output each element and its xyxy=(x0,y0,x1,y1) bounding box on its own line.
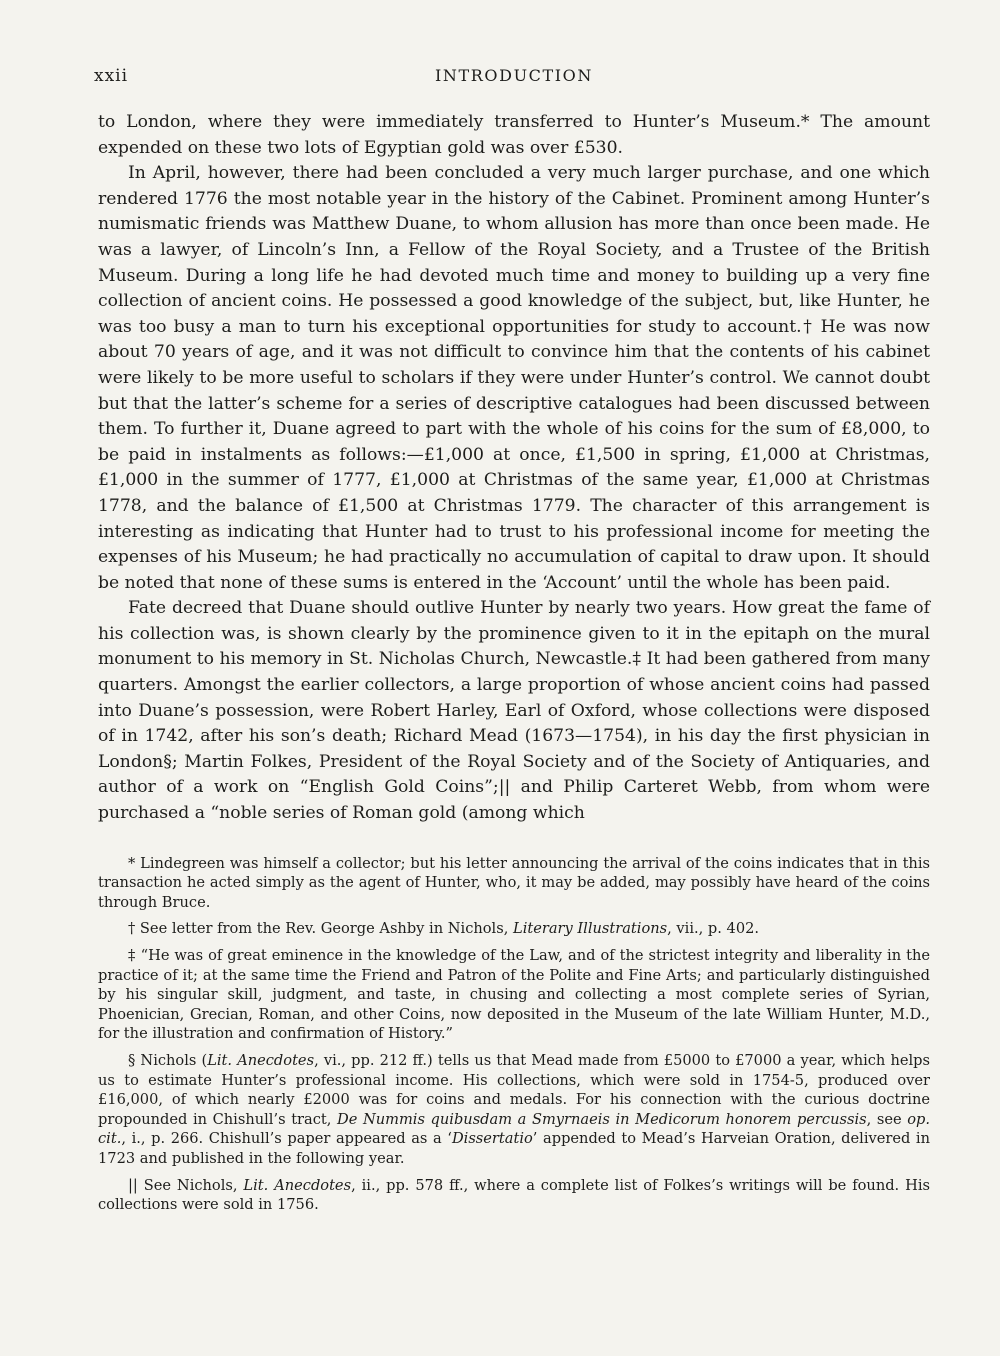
footnote-italic: De Nummis quibusdam a Smyrnaeis in Medicorum honorem percussis xyxy=(337,1110,867,1128)
page xyxy=(94,60,931,1222)
footnote-text: , ii., pp. 578 ff., where a complete list of Folkes’s writings will be found. His collections were sold in 1756. xyxy=(98,1176,930,1214)
footnote xyxy=(98,946,930,1044)
footnotes xyxy=(98,854,930,1215)
footnote-italic: Dissertatio xyxy=(451,1130,533,1148)
footnote-text: , see xyxy=(866,1110,908,1128)
page-number: xxii xyxy=(94,66,129,86)
footnote-text: * Lindegreen was himself a collector; but his letter announcing the arrival of the coins indicates that in this transaction he acted simply as the agent of Hunter, who, it may be added, may possibly have heard of the coins through Bruce. xyxy=(98,854,930,911)
footnote-italic: Lit. Anecdotes xyxy=(243,1176,352,1194)
footnote-italic: op. cit. xyxy=(98,1110,931,1148)
footnote xyxy=(98,1051,930,1169)
footnote-text: § Nichols ( xyxy=(128,1051,208,1069)
footnote-text: ’ appended to Mead’s Harveian Oration, delivered in 1723 and published in the following year. xyxy=(98,1130,930,1167)
footnote-text: || See Nichols, xyxy=(128,1176,244,1194)
footnote-italic: Literary Illustrations xyxy=(513,920,668,938)
footnote-text: ‡ “He was of great eminence in the knowledge of the Law, and of the strictest integrity and liberality in the practice of it; at the same time the Friend and Patron of the Polite and Fine Arts; and particularly distinguished by his singular skill, judgment, and taste, in chusing and collecting a most complete series of Syrian, Phoenician, Grecian, Roman, and other Coins, now deposited in the Museum of the late William Hunter, M.D., for the illustration and confirmation of History.” xyxy=(98,947,930,1043)
footnote-text: † See letter from the Rev. George Ashby in Nichols, xyxy=(128,920,513,938)
footnote xyxy=(98,1176,930,1215)
footnote-italic: Lit. Anecdotes xyxy=(207,1051,315,1069)
body-text xyxy=(98,110,930,827)
paragraph: In April, however, there had been concluded a very much larger purchase, and one which rendered 1776 the most notable year in the history of the Cabinet. Prominent among Hunter’s numismatic friends was Matthew Duane, to whom allusion has more than once been made. He was a lawyer, of Lincoln’s Inn, a Fellow of the Royal Society, and a Trustee of the British Museum. During a long life he had devoted much time and money to building up a very fine collection of ancient coins. He possessed a good knowledge of the subject, but, like Hunter, he was too busy a man to turn his exceptional opportunities for study to account.† He was now about 70 years of age, and it was not difficult to convince him that the contents of his cabinet were likely to be more useful to scholars if they were under Hunter’s control. We cannot doubt but that the latter’s scheme for a series of descriptive catalogues had been discussed between them. To further it, Duane agreed to part with the whole of his coins for the sum of £8,000, to be paid in instalments as follows:—£1,000 at once, £1,500 in spring, £1,000 at Christmas, £1,000 in the summer of 1777, £1,000 at Christmas of the same year, £1,000 at Christmas 1778, and the balance of £1,500 at Christmas 1779. The character of this arrangement is interesting as indicating that Hunter had to trust to his professional income for meeting the expenses of his Museum; he had practically no accumulation of capital to draw upon. It should be noted that none of these sums is entered in the ‘Account’ until the whole has been paid. xyxy=(98,163,930,593)
footnote xyxy=(98,854,930,913)
running-head xyxy=(94,60,930,90)
footnote-text: , vi., pp. 212 ff.) tells us that Mead made from £5000 to £7000 a year, which helps us to estimate Hunter’s professional income. His collections, which were sold in 1754-5, produced over £16,000, of which nearly £2000 was for coins and medals. For his connection with the curious doctrine propounded in Chishull’s tract, xyxy=(98,1051,930,1128)
paragraph: Fate decreed that Duane should outlive Hunter by nearly two years. How great the fame of his collection was, is shown clearly by the prominence given to it in the epitaph on the mural monument to his memory in St. Nicholas Church, Newcastle.‡ It had been gathered from many quarters. Amongst the earlier collectors, a large proportion of whose ancient coins had passed into Duane’s possession, were Robert Harley, Earl of Oxford, whose collections were disposed of in 1742, after his son’s death; Richard Mead (1673—1754), in his day the first physician in London§; Martin Folkes, President of the Royal Society and of the Society of Antiquaries, and author of a work on “English Gold Coins”;|| and Philip Carteret Webb, from whom were purchased a “noble series of Roman gold (among which xyxy=(98,598,930,824)
footnote-text: , i., p. 266. Chishull’s paper appeared as a ‘ xyxy=(121,1130,452,1148)
footnote xyxy=(98,919,930,939)
running-title: INTRODUCTION xyxy=(434,66,594,85)
footnote-text: , vii., p. 402. xyxy=(667,920,760,938)
paragraph: to London, where they were immediately transferred to Hunter’s Museum.* The amount expended on these two lots of Egyptian gold was over £530. xyxy=(98,112,930,158)
